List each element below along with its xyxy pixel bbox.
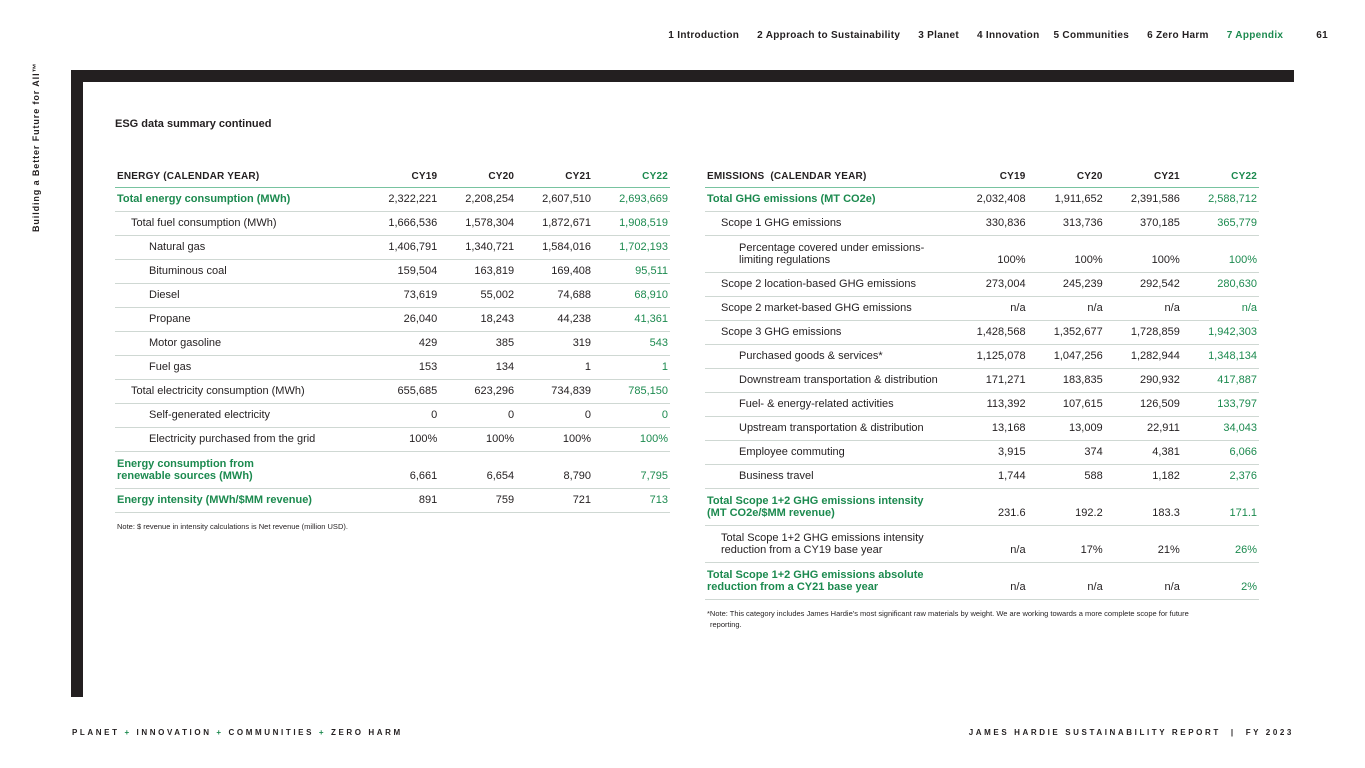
emissions-header-cy21: CY21 [1153, 171, 1180, 183]
row-label: Motor gasoline [149, 336, 222, 349]
table-row [705, 368, 1259, 392]
energy-header-cy20: CY20 [488, 171, 515, 183]
cell-cy22: 1,942,303 [1208, 325, 1257, 338]
cell-cy19: n/a [1010, 543, 1026, 556]
row-label: Fuel gas [149, 360, 192, 373]
footer-plus: + [318, 728, 327, 737]
cell-cy22: 365,779 [1217, 216, 1257, 229]
table-row [115, 427, 670, 451]
cell-cy20: 245,239 [1062, 277, 1103, 290]
emissions-header-row [705, 167, 1259, 187]
table-row [705, 488, 1259, 525]
row-label-line: (MT CO2e/$MM revenue) [707, 506, 835, 519]
frame-left-bar [71, 70, 83, 697]
cell-cy22: 41,361 [634, 312, 668, 325]
cell-cy22: 1,908,519 [619, 216, 668, 229]
cell-cy20: 385 [495, 336, 515, 349]
nav-approach-to-sustainability[interactable]: 2 Approach to Sustainability [757, 30, 901, 41]
cell-cy19: 2,322,221 [388, 192, 438, 205]
row-label-line: Total Scope 1+2 GHG emissions intensity [721, 531, 924, 544]
row-label: Scope 3 GHG emissions [721, 325, 842, 338]
emissions-header-cy22: CY22 [1231, 171, 1257, 183]
cell-cy20: 1,578,304 [465, 216, 515, 229]
cell-cy22: 785,150 [628, 384, 668, 397]
table-row [115, 379, 670, 403]
cell-cy19: 100% [409, 432, 438, 445]
emissions-table [705, 167, 1259, 600]
cell-cy19: 26,040 [403, 312, 438, 325]
cell-cy20: 183,835 [1062, 373, 1103, 386]
cell-cy19: 231.6 [998, 506, 1026, 519]
cell-cy19: 330,836 [985, 216, 1026, 229]
footer-pillar: COMMUNITIES [228, 728, 315, 737]
table-row [115, 307, 670, 331]
cell-cy22: 26% [1234, 543, 1257, 556]
cell-cy21: 183.3 [1152, 506, 1180, 519]
cell-cy19: 891 [418, 493, 438, 506]
cell-cy22: 133,797 [1217, 397, 1257, 410]
frame-top-bar [71, 70, 1294, 82]
row-label [705, 525, 950, 562]
nav-appendix[interactable]: 7 Appendix [1226, 30, 1284, 41]
row-label: Upstream transportation & distribution [739, 421, 924, 434]
footer-pillar: INNOVATION [136, 728, 212, 737]
cell-cy19: 6,661 [409, 469, 438, 482]
row-label [705, 562, 950, 599]
cell-cy21: 370,185 [1140, 216, 1180, 229]
cell-cy22: 280,630 [1217, 277, 1257, 290]
cell-cy20: 1,911,652 [1054, 192, 1103, 205]
cell-cy20: 623,296 [474, 384, 515, 397]
row-label: Scope 2 market-based GHG emissions [721, 301, 912, 314]
cell-cy21: 100% [562, 432, 592, 445]
cell-cy20: 1,047,256 [1053, 349, 1103, 362]
table-row [705, 296, 1259, 320]
emissions-header-label: EMISSIONS (CALENDAR YEAR) [707, 171, 867, 183]
cell-cy20: 1,352,677 [1053, 325, 1103, 338]
cell-cy20: 1,340,721 [465, 240, 515, 253]
row-label-line: Total Scope 1+2 GHG emissions absolute [707, 568, 924, 581]
cell-cy20: 134 [495, 360, 515, 373]
cell-cy21: 4,381 [1152, 445, 1180, 458]
table-row [115, 403, 670, 427]
cell-cy20: 100% [486, 432, 515, 445]
cell-cy22: 1 [661, 360, 668, 373]
cell-cy22: 2,693,669 [619, 192, 668, 205]
cell-cy19: 273,004 [985, 277, 1026, 290]
cell-cy22: 713 [649, 493, 668, 506]
table-row [705, 320, 1259, 344]
cell-cy21: 2,391,586 [1130, 192, 1180, 205]
table-row [115, 187, 670, 211]
footer-pillars [72, 728, 403, 737]
cell-cy22: 2% [1241, 580, 1257, 593]
cell-cy21: 721 [572, 493, 592, 506]
cell-cy21: 8,790 [563, 469, 592, 482]
row-label: Scope 1 GHG emissions [721, 216, 842, 229]
cell-cy21: 1 [584, 360, 592, 373]
cell-cy19: 1,744 [998, 469, 1026, 482]
row-label [115, 451, 362, 488]
table-row [705, 272, 1259, 296]
cell-cy20: 588 [1084, 469, 1103, 482]
row-label-line: limiting regulations [739, 253, 831, 266]
cell-cy20: n/a [1087, 301, 1103, 314]
row-label-line: Total Scope 1+2 GHG emissions intensity [707, 494, 924, 507]
cell-cy20: 2,208,254 [465, 192, 515, 205]
cell-cy21: n/a [1164, 301, 1180, 314]
table-row [115, 451, 670, 488]
cell-cy22: 543 [649, 336, 668, 349]
emissions-note-line: reporting. [710, 620, 742, 629]
cell-cy21: 734,839 [551, 384, 592, 397]
cell-cy20: 6,654 [486, 469, 515, 482]
cell-cy21: 1,872,671 [542, 216, 592, 229]
cell-cy20: 17% [1080, 543, 1103, 556]
nav-zero-harm[interactable]: 6 Zero Harm [1147, 30, 1209, 41]
table-row [115, 283, 670, 307]
cell-cy22: 6,066 [1229, 445, 1257, 458]
emissions-note [707, 608, 1257, 630]
cell-cy22: 100% [639, 432, 668, 445]
table-row [705, 187, 1259, 211]
emissions-note-line: *Note: This category includes James Hardie's most significant raw materials by weight. We are working towards a more complete scope for future [707, 609, 1189, 618]
row-label-line: reduction from a CY21 base year [707, 580, 879, 593]
row-label-line: Energy consumption from [117, 457, 254, 470]
table-row [115, 355, 670, 379]
energy-header-row [115, 167, 670, 187]
cell-cy22: 1,702,193 [619, 240, 668, 253]
cell-cy19: n/a [1010, 580, 1026, 593]
row-label-line: Percentage covered under emissions- [739, 241, 925, 254]
cell-cy21: 292,542 [1140, 277, 1180, 290]
cell-cy20: 100% [1074, 253, 1103, 266]
nav-communities[interactable]: 5 Communities [1053, 30, 1130, 41]
cell-cy19: 13,168 [991, 421, 1026, 434]
cell-cy21: n/a [1164, 580, 1180, 593]
cell-cy19: 3,915 [998, 445, 1026, 458]
cell-cy22: 2,588,712 [1208, 192, 1257, 205]
row-label [705, 235, 950, 272]
emissions-header-cy19: CY19 [999, 171, 1026, 183]
energy-table [115, 167, 670, 513]
cell-cy22: 0 [661, 408, 668, 421]
cell-cy19: 171,271 [985, 373, 1026, 386]
table-row [705, 416, 1259, 440]
cell-cy21: 44,238 [557, 312, 592, 325]
cell-cy21: 1,728,859 [1130, 325, 1180, 338]
energy-note: Note: $ revenue in intensity calculations is Net revenue (million USD). [117, 522, 348, 531]
table-row [705, 392, 1259, 416]
row-label: Total GHG emissions (MT CO2e) [707, 192, 876, 205]
cell-cy20: 13,009 [1069, 421, 1103, 434]
table-row [115, 211, 670, 235]
row-label: Bituminous coal [149, 264, 227, 277]
row-label: Propane [149, 312, 191, 325]
cell-cy20: 759 [495, 493, 515, 506]
table-row [705, 211, 1259, 235]
cell-cy21: 74,688 [557, 288, 592, 301]
row-label: Purchased goods & services* [739, 349, 883, 362]
footer-title: JAMES HARDIE SUSTAINABILITY REPORT [968, 728, 1221, 737]
table-row [705, 440, 1259, 464]
cell-cy19: 0 [431, 408, 438, 421]
footer-plus: + [124, 728, 132, 737]
cell-cy22: 100% [1228, 253, 1257, 266]
row-label: Energy intensity (MWh/$MM revenue) [117, 493, 312, 506]
table-row [115, 259, 670, 283]
cell-cy21: 22,911 [1146, 421, 1180, 434]
cell-cy21: 290,932 [1140, 373, 1180, 386]
footer-pillar: ZERO HARM [330, 728, 403, 737]
cell-cy20: 55,002 [480, 288, 515, 301]
energy-header-cy19: CY19 [411, 171, 438, 183]
table-row [115, 331, 670, 355]
cell-cy19: 2,032,408 [976, 192, 1026, 205]
cell-cy20: 18,243 [480, 312, 515, 325]
footer-separator: | [1230, 728, 1236, 737]
table-row [705, 562, 1259, 599]
row-label: Total electricity consumption (MWh) [131, 384, 305, 397]
energy-header-label: ENERGY (CALENDAR YEAR) [117, 171, 260, 183]
footer-pillar: PLANET [72, 728, 120, 737]
cell-cy21: 169,408 [551, 264, 592, 277]
cell-cy20: 374 [1084, 445, 1103, 458]
row-label: Fuel- & energy-related activities [739, 397, 894, 410]
row-label: Total fuel consumption (MWh) [131, 216, 277, 229]
cell-cy20: 163,819 [474, 264, 515, 277]
cell-cy22: 2,376 [1229, 469, 1257, 482]
cell-cy19: 153 [418, 360, 438, 373]
row-label: Electricity purchased from the grid [149, 432, 316, 445]
cell-cy21: 319 [572, 336, 592, 349]
row-label: Downstream transportation & distribution [739, 373, 938, 386]
cell-cy19: 73,619 [403, 288, 438, 301]
cell-cy19: 1,125,078 [976, 349, 1026, 362]
table-row [705, 464, 1259, 488]
row-label: Employee commuting [739, 445, 845, 458]
table-row [705, 344, 1259, 368]
table-row [705, 235, 1259, 272]
cell-cy21: 126,509 [1140, 397, 1180, 410]
cell-cy21: 1,584,016 [542, 240, 592, 253]
cell-cy19: 159,504 [397, 264, 438, 277]
section-title: ESG data summary continued [115, 118, 272, 130]
cell-cy21: 1,282,944 [1130, 349, 1180, 362]
cell-cy22: 417,887 [1217, 373, 1257, 386]
emissions-header-cy20: CY20 [1076, 171, 1103, 183]
cell-cy21: 21% [1157, 543, 1180, 556]
side-tagline: Building a Better Future for All™ [31, 62, 41, 232]
cell-cy22: 7,795 [640, 469, 668, 482]
row-label: Diesel [149, 288, 180, 301]
cell-cy22: 171.1 [1229, 506, 1257, 519]
cell-cy22: n/a [1241, 301, 1257, 314]
table-row [115, 235, 670, 259]
cell-cy21: 1,182 [1152, 469, 1180, 482]
footer-plus: + [216, 728, 224, 737]
nav-innovation[interactable]: 4 Innovation [976, 30, 1040, 41]
cell-cy19: 655,685 [397, 384, 438, 397]
cell-cy20: 0 [508, 408, 515, 421]
row-label: Business travel [739, 469, 814, 482]
top-navigation [650, 30, 1328, 41]
row-label [705, 488, 950, 525]
cell-cy19: 1,406,791 [388, 240, 438, 253]
cell-cy22: 1,348,134 [1208, 349, 1257, 362]
nav-planet[interactable]: 3 Planet [918, 30, 959, 41]
cell-cy21: 0 [584, 408, 592, 421]
cell-cy22: 34,043 [1223, 421, 1257, 434]
table-row [115, 488, 670, 512]
energy-header-cy21: CY21 [565, 171, 592, 183]
footer-year: FY 2023 [1245, 728, 1294, 737]
cell-cy19: 429 [418, 336, 438, 349]
row-label-line: reduction from a CY19 base year [721, 543, 883, 556]
row-label: Total energy consumption (MWh) [117, 192, 291, 205]
row-label-line: renewable sources (MWh) [117, 469, 253, 482]
cell-cy21: 100% [1151, 253, 1180, 266]
cell-cy19: 1,666,536 [388, 216, 438, 229]
row-label: Natural gas [149, 240, 206, 253]
cell-cy20: 192.2 [1075, 506, 1103, 519]
cell-cy20: n/a [1087, 580, 1103, 593]
cell-cy19: 113,392 [986, 397, 1026, 410]
cell-cy19: n/a [1010, 301, 1026, 314]
page-number: 61 [1316, 30, 1328, 41]
row-label: Self-generated electricity [149, 408, 271, 421]
row-label: Scope 2 location-based GHG emissions [721, 277, 917, 290]
energy-header-cy22: CY22 [642, 171, 668, 183]
cell-cy20: 313,736 [1062, 216, 1103, 229]
cell-cy22: 95,511 [635, 264, 668, 277]
cell-cy22: 68,910 [634, 288, 668, 301]
cell-cy19: 100% [997, 253, 1026, 266]
cell-cy19: 1,428,568 [976, 325, 1026, 338]
cell-cy20: 107,615 [1062, 397, 1103, 410]
nav-introduction[interactable]: 1 Introduction [668, 30, 740, 41]
footer-report-title [969, 728, 1294, 737]
table-row [705, 525, 1259, 562]
cell-cy21: 2,607,510 [542, 192, 592, 205]
